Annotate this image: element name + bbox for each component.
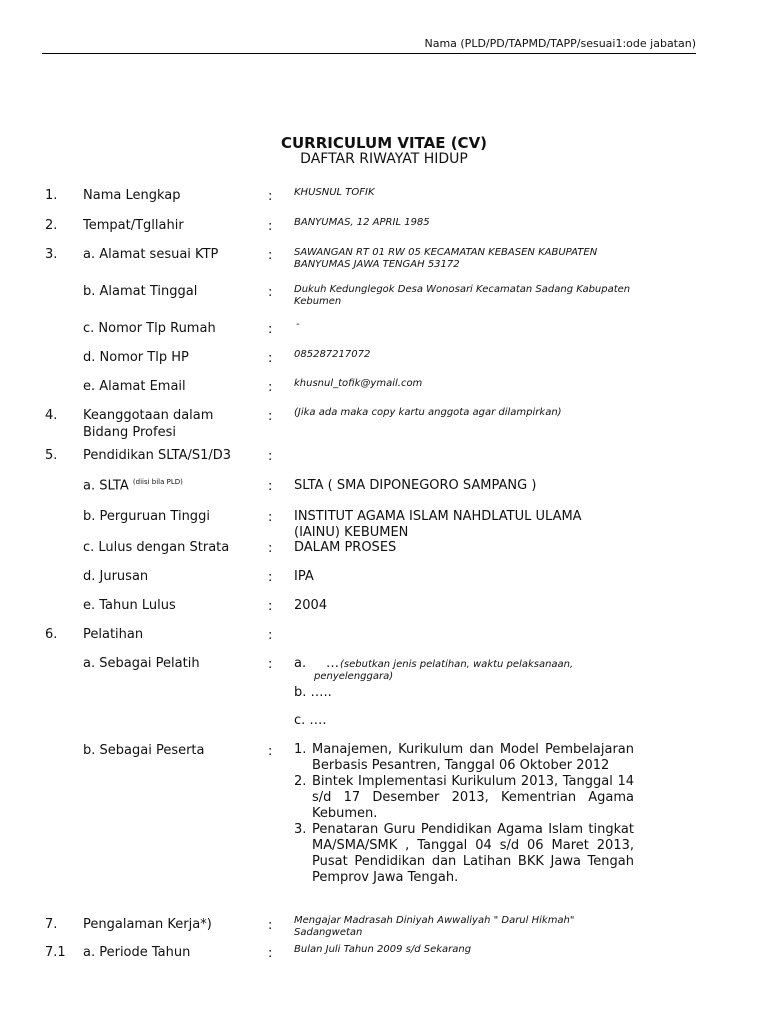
field-label-note: (diisi bila PLD) <box>132 478 183 486</box>
field-value: IPA <box>294 569 314 584</box>
list-item <box>292 822 634 886</box>
field-value: khusnul_tofik@ymail.com <box>294 378 423 389</box>
document-subtitle: DAFTAR RIWAYAT HIDUP <box>300 151 468 167</box>
field-value: (Jika ada maka copy kartu anggota agar dilampirkan) <box>294 407 562 418</box>
colon: : <box>268 918 273 933</box>
field-value: - <box>296 319 300 330</box>
field-value: BANYUMAS JAWA TENGAH 53172 <box>294 259 460 270</box>
field-value: KHUSNUL TOFIK <box>294 187 375 198</box>
field-value: INSTITUT AGAMA ISLAM NAHDLATUL ULAMA <box>294 509 582 524</box>
field-value: Dukuh Kedunglegok Desa Wonosari Kecamatan Sadang Kabupaten <box>294 284 631 295</box>
field-label: Keanggotaan dalam <box>83 408 214 423</box>
field-value: 2004 <box>294 598 328 613</box>
colon: : <box>268 657 273 672</box>
field-label: Nama Lengkap <box>83 188 181 203</box>
colon: : <box>268 248 273 263</box>
row-number: 3. <box>45 247 58 262</box>
colon: : <box>268 510 273 525</box>
field-label: c. Nomor Tlp Rumah <box>83 321 216 336</box>
list-text: Penataran Guru Pendidikan Agama Islam tingkat MA/SMA/SMK , Tanggal 04 s/d 06 Maret 2013, Pusat Pendidikan dan Latihan BKK Jawa Tengah Pemprov Jawa Tengah. <box>312 822 634 885</box>
colon: : <box>268 479 273 494</box>
colon: : <box>268 285 273 300</box>
colon: : <box>268 380 273 395</box>
field-label: d. Nomor Tlp HP <box>83 350 189 365</box>
row-number: 2. <box>45 218 58 233</box>
list-item: b. ….. <box>294 685 332 700</box>
field-label: a. Sebagai Pelatih <box>83 656 200 671</box>
field-label: c. Lulus dengan Strata <box>83 540 230 555</box>
list-item: c. …. <box>294 713 327 728</box>
colon: : <box>268 409 273 424</box>
document-title: CURRICULUM VITAE (CV) <box>280 134 488 152</box>
field-label: Pendidikan SLTA/S1/D3 <box>83 448 232 463</box>
row-number: 7. <box>45 917 58 932</box>
field-value: BANYUMAS, 12 APRIL 1985 <box>294 217 430 228</box>
field-value: SAWANGAN RT 01 RW 05 KECAMATAN KEBASEN KABUPATEN <box>294 247 598 258</box>
field-label-text: a. SLTA <box>83 478 133 494</box>
training-list <box>292 742 634 886</box>
header-divider <box>42 53 696 54</box>
field-value: (sebutkan jenis pelatihan, waktu pelaksanaan, <box>340 659 574 670</box>
field-value: DALAM PROSES <box>294 540 397 555</box>
colon: : <box>268 322 273 337</box>
colon: : <box>268 744 273 759</box>
placeholder-dots: … <box>326 656 339 671</box>
field-label: b. Sebagai Peserta <box>83 743 205 758</box>
field-label: e. Tahun Lulus <box>83 598 176 613</box>
field-value: Mengajar Madrasah Diniyah Awwaliyah " Darul Hikmah" <box>294 915 575 926</box>
list-item <box>292 742 634 774</box>
field-label <box>83 478 183 493</box>
row-number: 5. <box>45 448 58 463</box>
field-value: Sadangwetan <box>294 927 363 938</box>
row-number: 1. <box>45 188 58 203</box>
row-number: 7.1 <box>45 945 66 960</box>
list-text: Bintek Implementasi Kurikulum 2013, Tanggal 14 s/d 17 Desember 2013, Kementrian Agama Kebumen. <box>312 774 634 821</box>
field-label: a. Periode Tahun <box>83 945 191 960</box>
field-value: (IAINU) KEBUMEN <box>294 525 409 540</box>
field-label: Bidang Profesi <box>83 425 176 440</box>
field-label: b. Perguruan Tinggi <box>83 509 210 524</box>
list-text: Manajemen, Kurikulum dan Model Pembelajaran Berbasis Pesantren, Tanggal 06 Oktober 2012 <box>312 742 634 773</box>
colon: : <box>268 541 273 556</box>
list-item <box>292 774 634 822</box>
field-value: Kebumen <box>294 296 342 307</box>
colon: : <box>268 628 273 643</box>
colon: : <box>268 449 273 464</box>
field-label: a. Alamat sesuai KTP <box>83 247 219 262</box>
field-value: penyelenggara) <box>314 671 394 682</box>
colon: : <box>268 570 273 585</box>
header-note: Nama (PLD/PD/TAPMD/TAPP/sesuai1:ode jabatan) <box>424 37 696 50</box>
list-number: 2. <box>294 774 307 789</box>
row-number: 4. <box>45 408 58 423</box>
colon: : <box>268 189 273 204</box>
colon: : <box>268 946 273 961</box>
field-label: Pelatihan <box>83 627 144 642</box>
field-label: b. Alamat Tinggal <box>83 284 198 299</box>
row-number: 6. <box>45 627 58 642</box>
field-value: Bulan Juli Tahun 2009 s/d Sekarang <box>294 944 472 955</box>
colon: : <box>268 351 273 366</box>
list-number: 3. <box>294 822 307 837</box>
colon: : <box>268 599 273 614</box>
field-label: e. Alamat Email <box>83 379 186 394</box>
field-label: Tempat/Tgllahir <box>83 218 184 233</box>
colon: : <box>268 219 273 234</box>
field-label: Pengalaman Kerja*) <box>83 917 212 932</box>
field-label: d. Jurusan <box>83 569 149 584</box>
field-value: 085287217072 <box>294 349 371 360</box>
field-value: SLTA ( SMA DIPONEGORO SAMPANG ) <box>294 478 537 493</box>
list-number: 1. <box>294 742 307 757</box>
list-marker: a. <box>294 656 307 671</box>
